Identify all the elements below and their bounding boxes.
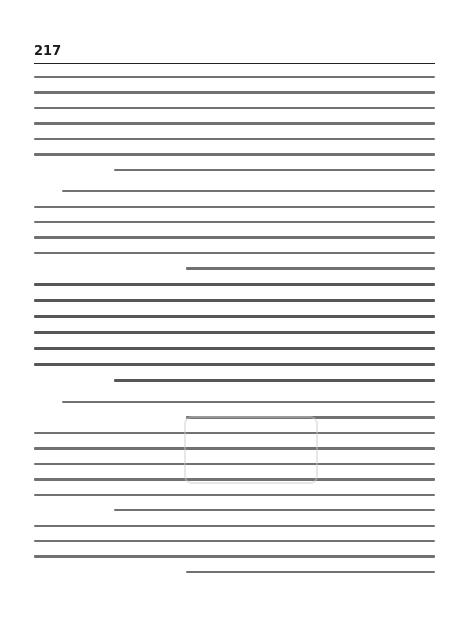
body-text (34, 76, 435, 624)
text-line (34, 283, 435, 286)
text-line (34, 540, 435, 542)
text-line (34, 221, 435, 223)
text-line (34, 315, 435, 318)
page-number: 217 (34, 44, 62, 59)
text-line (34, 299, 435, 302)
text-line (34, 153, 435, 155)
text-line (34, 138, 435, 140)
text-line (34, 91, 435, 93)
text-line (34, 363, 435, 366)
text-line (34, 107, 435, 109)
text-line (34, 331, 435, 334)
text-line (114, 509, 435, 511)
text-line (34, 525, 435, 527)
header-rule (34, 63, 435, 64)
text-line (186, 571, 435, 573)
text-line (34, 555, 435, 557)
text-line (114, 379, 435, 382)
text-line (186, 267, 435, 269)
text-line (34, 494, 435, 496)
watermark-stamp (184, 416, 318, 484)
text-line (62, 401, 435, 403)
text-line (34, 252, 435, 254)
text-line (34, 76, 435, 78)
text-line (34, 206, 435, 208)
text-line (62, 190, 435, 192)
page-header (34, 0, 435, 64)
text-line (34, 347, 435, 350)
text-line (34, 122, 435, 124)
text-line (114, 169, 435, 171)
text-line (34, 236, 435, 238)
